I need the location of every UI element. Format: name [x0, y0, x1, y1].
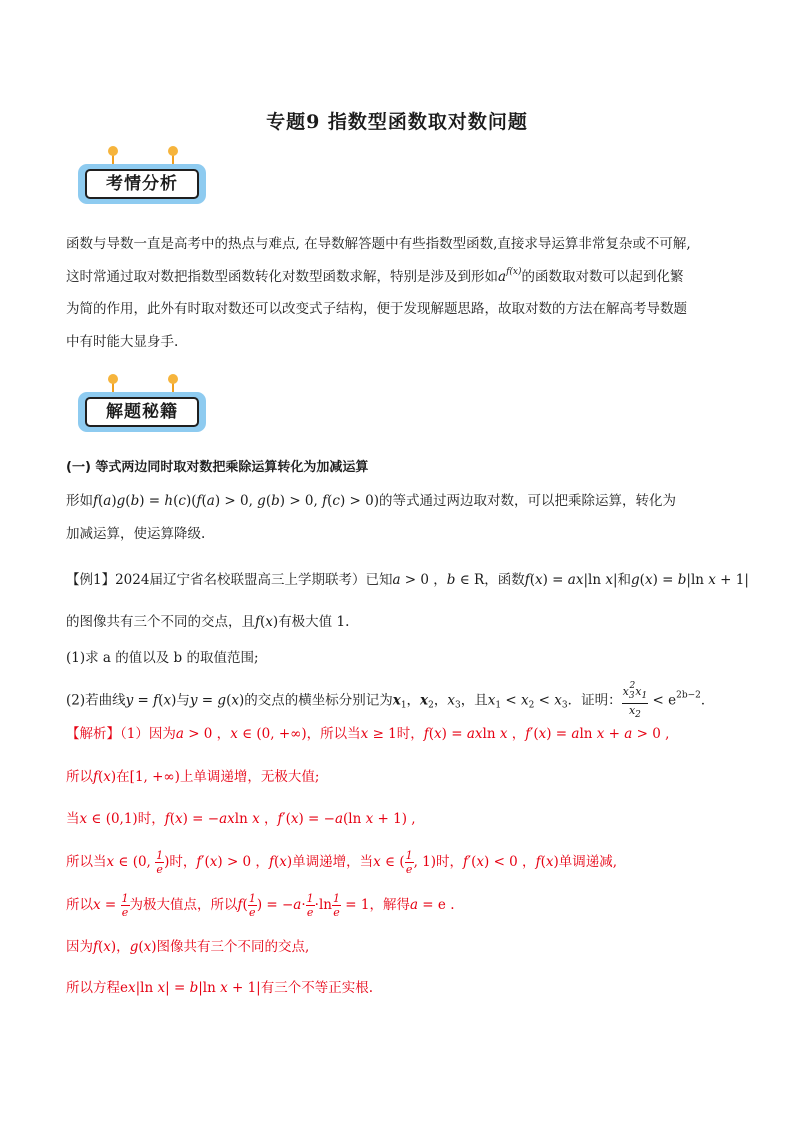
- example-question-1: (1)求 a 的值以及 b 的取值范围;: [66, 650, 259, 666]
- intro-line-1: 函数与导数一直是高考中的热点与难点, 在导数解答题中有些指数型函数,直接求导运算非常复杂或不可解,: [66, 236, 691, 252]
- page-title: 专题9 指数型函数取对数问题: [266, 111, 528, 133]
- section-paragraph-line-1: 形如f(a)g(b) = h(c)(f(a) > 0, g(b) > 0, f(c) > 0)的等式通过两边取对数，可以把乘除运算，转化为: [66, 493, 676, 509]
- solution-line-3: 当x ∈ (0,1)时，f(x) = −axln x ，f′(x) = −a(ln x + 1) ,: [66, 811, 416, 827]
- intro-line-2: 这时常通过取对数把指数型函数转化对数型函数求解，特别是涉及到形如$a^{f(x)}$的函数取对数可以起到化繁: [66, 267, 684, 285]
- intro-line-3: 为简的作用，此外有时取对数还可以改变式子结构，便于发现解题思路，故取对数的方法在解高考导数题: [66, 301, 687, 317]
- badge-label: 解题秘籍: [85, 397, 199, 427]
- section-badge-analysis: [78, 150, 206, 206]
- example-question-2: (2)若曲线y = f(x)与y = g(x)的交点的横坐标分别记为$x_1$，$x_2$，$x_3$，且$x_1 < x_2 < x_3$．证明： $\frac{x_3^2x_1}{x_2}$ < $e^{2b-2}$．: [66, 681, 715, 720]
- example-line-1: 【例1】2024届辽宁省名校联盟高三上学期联考）已知a > 0 ，b ∈ R，函数f(x) = ax|ln x|和g(x) = b|ln x + 1|: [66, 572, 749, 588]
- solution-line-6: 因为f(x)，g(x)图像共有三个不同的交点,: [66, 939, 310, 955]
- solution-line-4: 所以当x ∈ (0, $\frac{1}{e}$ )时，f′(x) > 0 ，f(x)单调递增，当x ∈ ( $\frac{1}{e}$ , 1)时，f′(x) < 0 ，f(x)单调递减,: [66, 849, 618, 876]
- badge-label: 考情分析: [85, 169, 199, 199]
- intro-line-4: 中有时能大显身手.: [66, 334, 179, 350]
- section-paragraph-line-2: 加减运算，使运算降级.: [66, 526, 206, 542]
- example-line-2: 的图像共有三个不同的交点，且f(x)有极大值 1.: [66, 614, 350, 630]
- solution-line-2: 所以f(x)在[1, +∞)上单调递增，无极大值;: [66, 769, 320, 785]
- solution-line-1: 【解析】（1）因为a > 0 ，x ∈ (0, +∞)，所以当x ≥ 1时，f(x) = axln x ，f′(x) = aln x + a > 0 ,: [66, 726, 670, 742]
- solution-line-7: 所以方程ex|ln x| = b|ln x + 1|有三个不等正实根.: [66, 980, 374, 996]
- section-heading: (一) 等式两边同时取对数把乘除运算转化为加减运算: [66, 460, 369, 475]
- section-badge-solution-tips: [78, 378, 206, 434]
- solution-line-5: 所以x = $\frac{1}{e}$ 为极大值点，所以f( $\frac{1}{e}$ ) = −a· $\frac{1}{e}$ ·ln $\frac{1}{e}$ = 1，解得a = e .: [66, 892, 455, 919]
